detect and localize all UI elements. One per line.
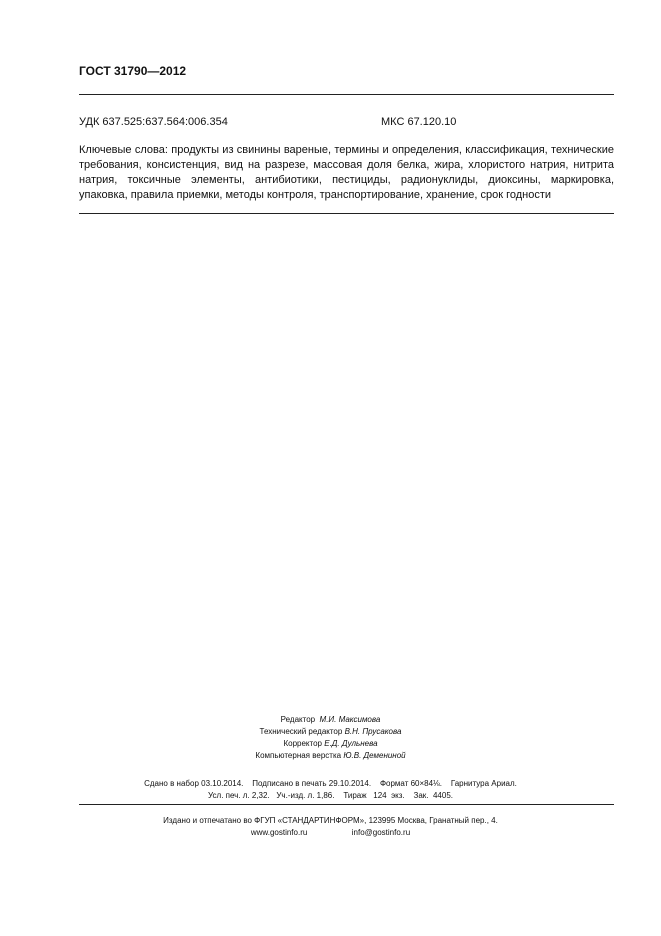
keywords-divider	[79, 213, 614, 214]
publisher-info	[0, 815, 661, 839]
keywords-paragraph: Ключевые слова: продукты из свинины вареные, термины и определения, классификация, технические требования, консистенция, вид на разрезе, массовая доля белка, жира, хлористого натрия, нитрита натрия, токсичные элементы, антибиотики, пестициды, радионуклиды, диоксины, маркировка, упаковка, правила приемки, методы контроля, транспортирование, хранение, срок годности	[79, 144, 614, 201]
editor-line: Редактор М.И. Максимова	[280, 715, 381, 724]
email-link[interactable]: info@gostinfo.ru	[351, 828, 411, 837]
print-info-line-2: Усл. печ. л. 2,32. Уч.-изд. л. 1,86. Тираж 124 экз. Зак. 4405.	[207, 791, 453, 800]
print-info	[0, 778, 661, 802]
corrector-line: Корректор Е.Д. Дульнева	[283, 739, 378, 748]
document-code: ГОСТ 31790—2012	[79, 64, 187, 78]
publisher-line: Издано и отпечатано во ФГУП «СТАНДАРТИНФОРМ», 123995 Москва, Гранатный пер., 4.	[163, 816, 498, 825]
editorial-credits	[0, 714, 661, 762]
tech-editor-name: В.Н. Прусакова	[344, 727, 402, 736]
tech-editor-line: Технический редактор В.Н. Прусакова	[259, 727, 402, 736]
udk-code: УДК 637.525:637.564:006.354	[79, 116, 228, 128]
website-link[interactable]: www.gostinfo.ru	[250, 828, 308, 837]
mks-code: МКС 67.120.10	[381, 116, 457, 128]
corrector-name: Е.Д. Дульнева	[324, 739, 378, 748]
layout-name: Ю.В. Демениной	[343, 751, 406, 760]
header-divider	[79, 94, 614, 95]
publisher-contacts	[0, 827, 661, 839]
layout-line: Компьютерная верстка Ю.В. Демениной	[255, 751, 406, 760]
editor-name: М.И. Максимова	[319, 715, 381, 724]
print-info-line-1: Сдано в набор 03.10.2014. Подписано в печать 29.10.2014. Формат 60×84⅛. Гарнитура Ариал.	[144, 779, 517, 788]
footer-divider	[79, 804, 614, 805]
